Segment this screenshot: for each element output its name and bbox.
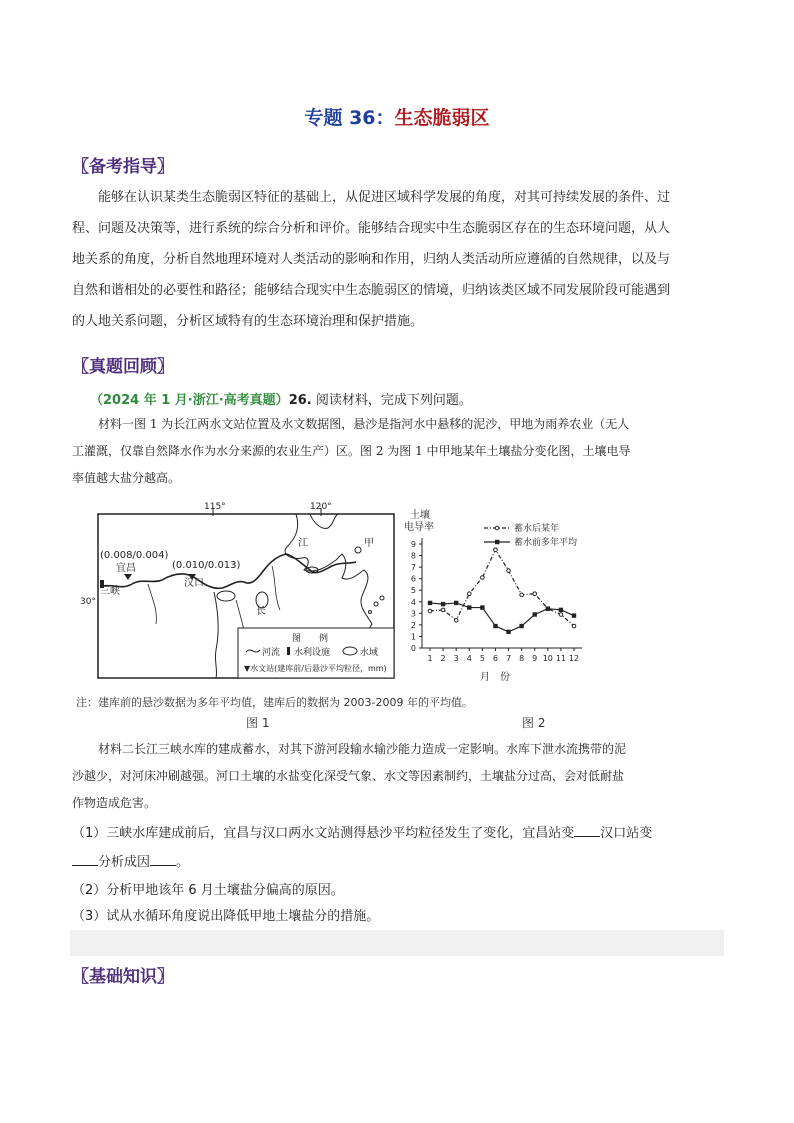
- x-tick-label: 2: [440, 654, 446, 663]
- chart-axes: [411, 538, 582, 663]
- data-point: [572, 613, 576, 617]
- station1-value: (0.008/0.004): [100, 550, 169, 561]
- y-tick-label: 8: [410, 551, 416, 561]
- answer-blank[interactable]: [150, 853, 176, 866]
- series-line-1: [430, 550, 574, 626]
- legend-label-2: 蓄水前多年平均: [514, 538, 578, 548]
- material-one: [72, 411, 724, 492]
- x-tick-label: 3: [453, 654, 459, 663]
- data-point: [454, 618, 458, 622]
- legend-facility-icon: [287, 647, 290, 655]
- legend-title: 图 例: [292, 634, 329, 644]
- material-line: 工灌溉，仅靠自然降水作为水分来源的农业生产）区。图 2 为图 1 中甲地某年土壤盐分变化图，土壤电导: [72, 444, 631, 458]
- station2-value: (0.010/0.013): [172, 560, 241, 571]
- subquestion-1-cont: 分析成因 。: [72, 851, 189, 870]
- heading-guide: 〖备考指导〗: [72, 157, 174, 177]
- subquestion-1: （1）三峡水库建成前后，宜昌与汉口两水文站测得悬沙平均粒径发生了变化，宜昌站变 汉口站变: [72, 826, 653, 841]
- sanxia-label: 三峡: [100, 586, 120, 597]
- heading-basic: 〖基础知识〗: [72, 967, 174, 987]
- x-tick-label: 12: [568, 654, 580, 663]
- page-title: [0, 103, 794, 130]
- answer-blank[interactable]: [574, 824, 600, 837]
- material-line: 沙越少，对河床冲刷越强。河口土壤的水盐变化深受气象、水文等因素制约，土壤盐分过高，会对低耐盐: [72, 769, 625, 783]
- legend-water-label: 水域: [360, 648, 379, 658]
- legend-river-label: 河流: [262, 648, 281, 658]
- chart-xlabel: 月 份: [480, 672, 510, 683]
- data-point: [559, 613, 563, 617]
- data-point: [480, 605, 484, 609]
- x-tick-label: 7: [505, 654, 512, 663]
- legend-marker: [495, 540, 499, 544]
- lat-30-label: 30°: [80, 597, 96, 607]
- guide-line: 的人地关系问题，分析区域特有的生态环境治理和保护措施。: [72, 314, 424, 329]
- y-tick-label: 1: [410, 632, 416, 642]
- material-two: [72, 736, 724, 817]
- y-tick-label: 9: [410, 540, 416, 549]
- legend-marker: [495, 526, 499, 530]
- question-intro: [90, 389, 472, 408]
- x-tick-label: 5: [479, 654, 485, 663]
- y-tick-label: 5: [410, 586, 416, 596]
- subquestion-3: （3）试从水循环角度说出降低甲地土壤盐分的措施。: [72, 909, 380, 924]
- data-point: [467, 592, 471, 596]
- data-point: [481, 576, 485, 580]
- question-source: （2024 年 1 月·浙江·高考真题）: [90, 393, 289, 408]
- chart-ylabel-line1: 土壤: [410, 510, 430, 521]
- y-tick-label: 4: [410, 597, 416, 607]
- answer-area-bar[interactable]: [70, 930, 724, 956]
- data-point: [520, 593, 524, 597]
- x-tick-label: 8: [519, 654, 525, 663]
- x-tick-label: 6: [492, 654, 499, 663]
- station1-name: 宜昌: [116, 563, 136, 574]
- material-line: 率值越大盐分越高。: [72, 471, 181, 485]
- data-point: [428, 609, 432, 613]
- data-point: [467, 605, 471, 609]
- material-line: 材料一图 1 为长江两水文站位置及水文数据图，悬沙是指河水中悬移的泥沙，甲地为雨养农业（无人: [98, 417, 630, 431]
- figure1-caption: 图 1: [246, 716, 270, 730]
- x-tick-label: 10: [542, 654, 553, 663]
- station2-name: 汉口: [184, 578, 204, 589]
- figure2-caption: 图 2: [522, 716, 546, 730]
- x-tick-label: 4: [466, 654, 472, 663]
- question-number: 26.: [288, 393, 312, 408]
- x-tick-label: 9: [532, 654, 538, 663]
- figure1-map: [80, 500, 396, 680]
- lon-120-label: 120°: [310, 502, 332, 512]
- legend-station-label: ▼水文站(建库前/后悬沙平均粒径，mm): [244, 664, 387, 673]
- data-point: [493, 624, 497, 628]
- data-point: [572, 624, 576, 628]
- y-tick-label: 7: [410, 563, 416, 573]
- legend-facility-label: 水利设施: [294, 648, 331, 658]
- x-tick-label: 1: [427, 654, 433, 663]
- data-point: [506, 630, 510, 634]
- jia-label: 甲: [364, 538, 374, 549]
- heading-review: 〖真题回顾〗: [72, 357, 174, 377]
- data-point: [428, 601, 432, 605]
- data-point: [441, 608, 445, 612]
- data-point: [533, 592, 537, 596]
- y-tick-label: 3: [410, 609, 416, 619]
- figure2-chart: [400, 508, 600, 684]
- data-point: [519, 624, 523, 628]
- answer-blank[interactable]: [72, 853, 98, 866]
- chart-legend: [484, 522, 577, 548]
- material-line: 材料二长江三峡水库的建成蓄水，对其下游河段输水输沙能力造成一定影响。水库下泄水流携带的泥: [98, 742, 627, 756]
- data-point: [507, 569, 511, 573]
- data-point: [546, 607, 550, 611]
- title-prefix: 专题 36：: [304, 107, 395, 129]
- data-point: [559, 608, 563, 612]
- guide-line: 地关系的角度，分析自然地理环境对人类活动的影响和作用，归纳人类活动所应遵循的自然规律，以及与: [72, 252, 671, 267]
- data-point: [454, 601, 458, 605]
- y-tick-label: 2: [410, 620, 416, 630]
- data-point: [494, 548, 498, 552]
- figure-note: 注：建库前的悬沙数据为多年平均值，建库后的数据为 2003-2009 年的平均值。: [76, 696, 473, 709]
- material-line: 作物造成危害。: [72, 796, 157, 810]
- question-prompt: 阅读材料，完成下列问题。: [315, 393, 472, 408]
- guide-line: 自然和谐相处的必要性和路径；能够结合现实中生态脆弱区的情境，归纳该类区域不同发展阶段可能遇到: [72, 283, 671, 298]
- chart-series: [428, 548, 576, 634]
- chang-label: 长: [256, 606, 266, 617]
- y-tick-label: 6: [410, 574, 416, 584]
- chart-ylabel-line2: 电导率: [404, 522, 434, 533]
- y-tick-label: 0: [410, 644, 416, 653]
- guide-line: 能够在认识某类生态脆弱区特征的基础上，从促进区域科学发展的角度，对其可持续发展的条件、过: [98, 190, 671, 205]
- guide-paragraph: [72, 182, 724, 337]
- lon-115-label: 115°: [204, 502, 226, 512]
- title-topic: 生态脆弱区: [394, 107, 490, 129]
- guide-line: 程、问题及决策等，进行系统的综合分析和评价。能够结合现实中生态脆弱区存在的生态环境问题，从人: [72, 221, 671, 236]
- jiang-label: 江: [298, 538, 308, 549]
- x-tick-label: 11: [555, 654, 567, 663]
- data-point: [441, 602, 445, 606]
- data-point: [533, 612, 537, 616]
- subquestion-2: （2）分析甲地该年 6 月土壤盐分偏高的原因。: [72, 883, 344, 898]
- legend-label-1: 蓄水后某年: [514, 524, 560, 534]
